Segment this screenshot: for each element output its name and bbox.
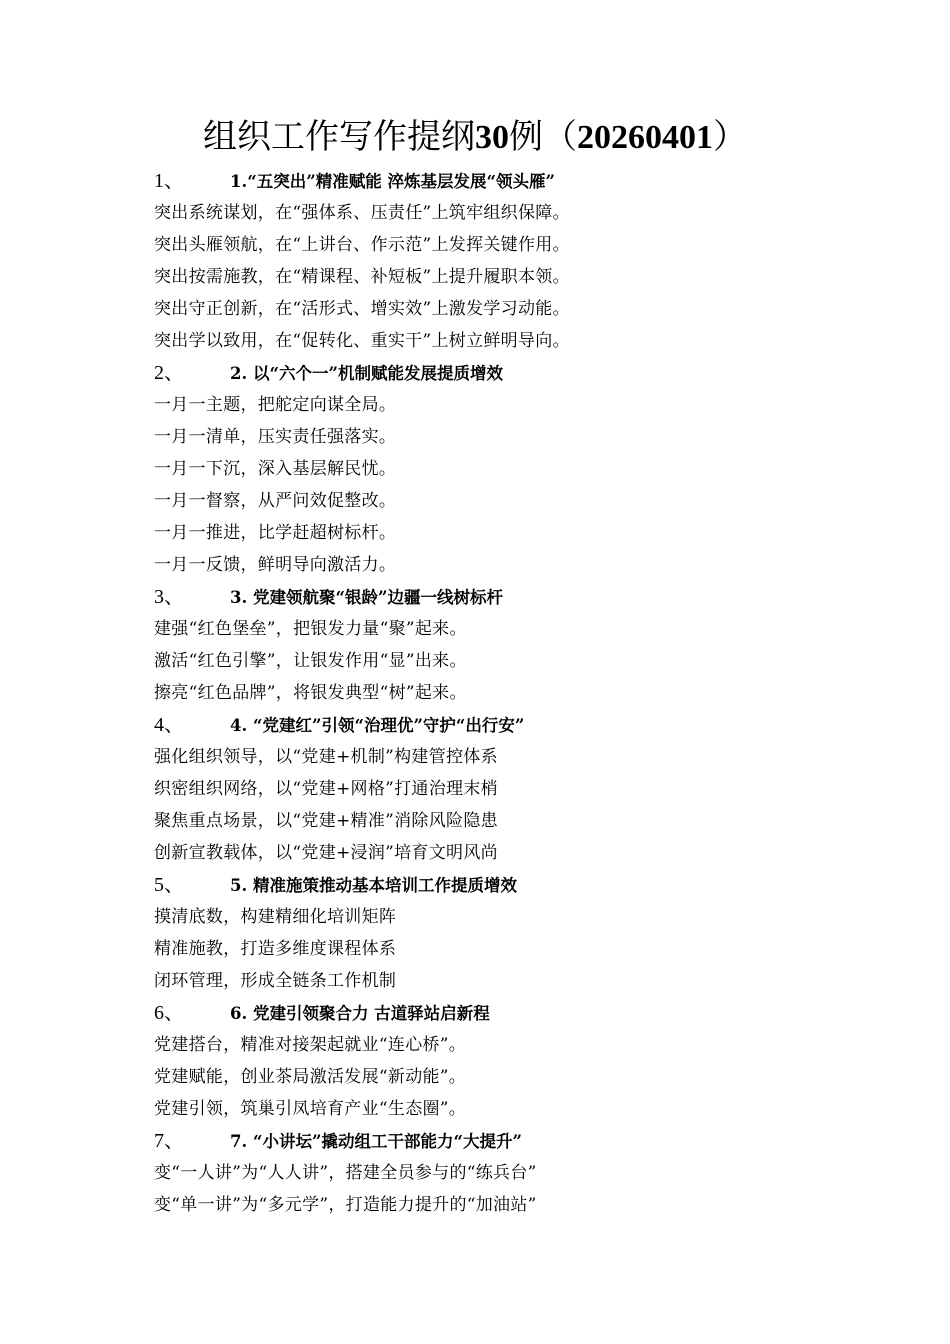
section-line: 聚焦重点场景，以“党建+精准”消除风险隐患 (154, 811, 498, 831)
title-close: ） (713, 117, 747, 157)
document-title (0, 112, 950, 163)
section-heading (154, 357, 834, 389)
section-line: 建强“红色堡垒”，把银发力量“聚”起来。 (154, 619, 467, 639)
section-line: 精准施教，打造多维度课程体系 (154, 939, 397, 959)
section-line: 织密组织网络，以“党建+网格”打通治理末梢 (154, 779, 498, 799)
section-index: 6、 (154, 1002, 184, 1024)
section-heading (154, 165, 834, 197)
title-number: 30 (475, 119, 509, 156)
section-index: 7、 (154, 1130, 184, 1152)
section-line: 党建搭台，精准对接架起就业“连心桥”。 (154, 1035, 467, 1055)
section-heading-text: 6. 党建引领聚合力 古道驿站启新程 (230, 1004, 490, 1023)
section-line: 一月一反馈，鲜明导向激活力。 (154, 555, 397, 575)
section-line: 变“一人讲”为“人人讲”，搭建全员参与的“练兵台” (154, 1163, 537, 1183)
section-heading-text: 1.“五突出”精准赋能 淬炼基层发展“领头雁” (230, 172, 555, 191)
section-index: 4、 (154, 714, 184, 736)
section-index: 5、 (154, 874, 184, 896)
section-line: 闭环管理，形成全链条工作机制 (154, 971, 397, 991)
title-tail: 例（ (509, 117, 577, 157)
section-line: 一月一推进，比学赶超树标杆。 (154, 523, 397, 543)
section-line: 变“单一讲”为“多元学”，打造能力提升的“加油站” (154, 1195, 537, 1215)
section-line: 突出学以致用，在“促转化、重实干”上树立鲜明导向。 (154, 331, 570, 351)
section-line: 党建引领，筑巢引凤培育产业“生态圈”。 (154, 1099, 467, 1119)
section-heading-text: 3. 党建领航聚“银龄”边疆一线树标杆 (230, 588, 503, 607)
section-heading-text: 7. “小讲坛”撬动组工干部能力“大提升” (230, 1132, 522, 1151)
section-line: 一月一主题，把舵定向谋全局。 (154, 395, 397, 415)
section-heading (154, 709, 834, 741)
section-line: 强化组织领导，以“党建+机制”构建管控体系 (154, 747, 498, 767)
section-heading-text: 2. 以“六个一”机制赋能发展提质增效 (230, 364, 503, 383)
section-index: 1、 (154, 170, 184, 192)
section-line: 摸清底数，构建精细化培训矩阵 (154, 907, 397, 927)
section-heading (154, 869, 834, 901)
document-body (154, 165, 834, 1221)
section-heading-text: 4. “党建红”引领“治理优”守护“出行安” (230, 716, 525, 735)
section-line: 创新宣教载体，以“党建+浸润”培育文明风尚 (154, 843, 498, 863)
section-heading (154, 997, 834, 1029)
section-line: 突出守正创新，在“活形式、增实效”上激发学习动能。 (154, 299, 570, 319)
section-line: 突出按需施教，在“精课程、补短板”上提升履职本领。 (154, 267, 570, 287)
section-line: 一月一下沉，深入基层解民忧。 (154, 459, 397, 479)
section-line: 突出头雁领航，在“上讲台、作示范”上发挥关键作用。 (154, 235, 570, 255)
section-line: 擦亮“红色品牌”，将银发典型“树”起来。 (154, 683, 467, 703)
section-heading (154, 1125, 834, 1157)
title-date: 20260401 (577, 119, 713, 156)
section-line: 激活“红色引擎”，让银发作用“显”出来。 (154, 651, 467, 671)
section-index: 2、 (154, 362, 184, 384)
section-heading-text: 5. 精准施策推动基本培训工作提质增效 (230, 876, 517, 895)
section-heading (154, 581, 834, 613)
section-line: 突出系统谋划，在“强体系、压责任”上筑牢组织保障。 (154, 203, 570, 223)
section-line: 一月一清单，压实责任强落实。 (154, 427, 397, 447)
section-line: 党建赋能，创业茶局激活发展“新动能”。 (154, 1067, 467, 1087)
title-main: 组织工作写作提纲 (203, 117, 475, 157)
section-line: 一月一督察，从严问效促整改。 (154, 491, 397, 511)
section-index: 3、 (154, 586, 184, 608)
